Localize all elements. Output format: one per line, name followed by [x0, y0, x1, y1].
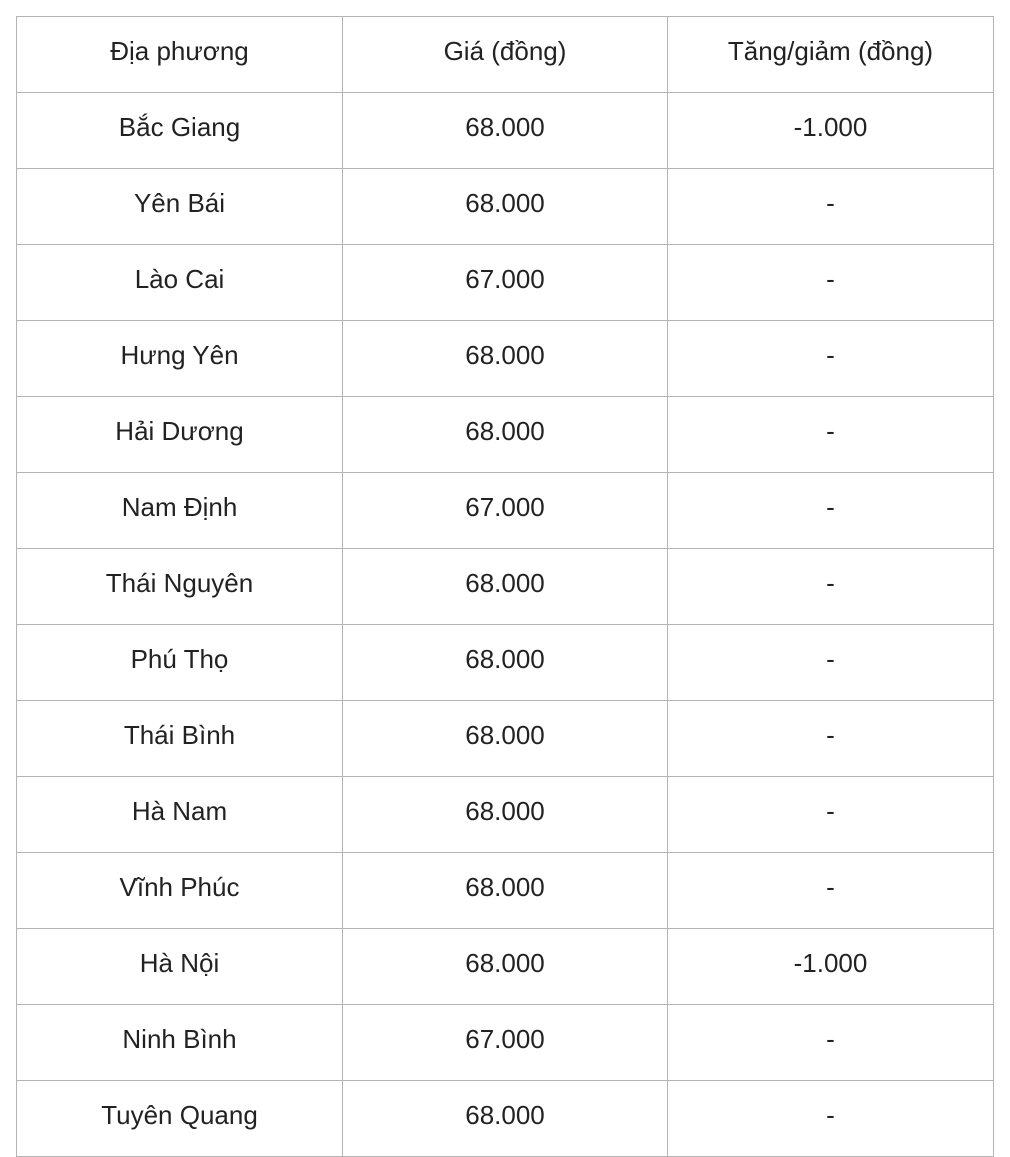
- cell-price: 67.000: [343, 245, 668, 321]
- cell-locality: Lào Cai: [17, 245, 343, 321]
- cell-locality: Nam Định: [17, 473, 343, 549]
- cell-locality: Thái Nguyên: [17, 549, 343, 625]
- cell-change: -: [668, 853, 994, 929]
- cell-locality: Ninh Bình: [17, 1005, 343, 1081]
- cell-locality: Hà Nam: [17, 777, 343, 853]
- table-row: [17, 397, 994, 473]
- cell-price: 68.000: [343, 93, 668, 169]
- cell-locality: Vĩnh Phúc: [17, 853, 343, 929]
- table-header: [17, 17, 994, 93]
- cell-change: -: [668, 1081, 994, 1157]
- cell-change: -: [668, 245, 994, 321]
- table-row: [17, 777, 994, 853]
- table-row: [17, 169, 994, 245]
- cell-change: -: [668, 473, 994, 549]
- cell-price: 67.000: [343, 473, 668, 549]
- cell-locality: Yên Bái: [17, 169, 343, 245]
- cell-price: 68.000: [343, 777, 668, 853]
- cell-change: -: [668, 169, 994, 245]
- cell-change: -: [668, 701, 994, 777]
- cell-price: 68.000: [343, 549, 668, 625]
- table-row: [17, 245, 994, 321]
- table-row: [17, 701, 994, 777]
- cell-price: 68.000: [343, 853, 668, 929]
- cell-locality: Thái Bình: [17, 701, 343, 777]
- table-row: [17, 321, 994, 397]
- header-price: Giá (đồng): [343, 17, 668, 93]
- cell-price: 68.000: [343, 169, 668, 245]
- table-row: [17, 1005, 994, 1081]
- cell-locality: Hải Dương: [17, 397, 343, 473]
- table-row: [17, 473, 994, 549]
- price-table: [16, 16, 994, 1157]
- cell-locality: Hưng Yên: [17, 321, 343, 397]
- table-row: [17, 93, 994, 169]
- cell-locality: Hà Nội: [17, 929, 343, 1005]
- cell-price: 68.000: [343, 321, 668, 397]
- table-row: [17, 549, 994, 625]
- cell-change: -1.000: [668, 929, 994, 1005]
- table-row: [17, 853, 994, 929]
- cell-change: -: [668, 397, 994, 473]
- cell-change: -: [668, 1005, 994, 1081]
- table-row: [17, 1081, 994, 1157]
- cell-change: -: [668, 549, 994, 625]
- header-row: [17, 17, 994, 93]
- table-row: [17, 929, 994, 1005]
- table-body: [17, 93, 994, 1157]
- cell-change: -: [668, 321, 994, 397]
- header-change: Tăng/giảm (đồng): [668, 17, 994, 93]
- cell-locality: Phú Thọ: [17, 625, 343, 701]
- cell-change: -1.000: [668, 93, 994, 169]
- cell-price: 68.000: [343, 1081, 668, 1157]
- cell-price: 68.000: [343, 397, 668, 473]
- cell-locality: Tuyên Quang: [17, 1081, 343, 1157]
- cell-price: 68.000: [343, 625, 668, 701]
- cell-price: 68.000: [343, 929, 668, 1005]
- cell-change: -: [668, 777, 994, 853]
- cell-locality: Bắc Giang: [17, 93, 343, 169]
- cell-price: 68.000: [343, 701, 668, 777]
- header-locality: Địa phương: [17, 17, 343, 93]
- table-row: [17, 625, 994, 701]
- cell-change: -: [668, 625, 994, 701]
- cell-price: 67.000: [343, 1005, 668, 1081]
